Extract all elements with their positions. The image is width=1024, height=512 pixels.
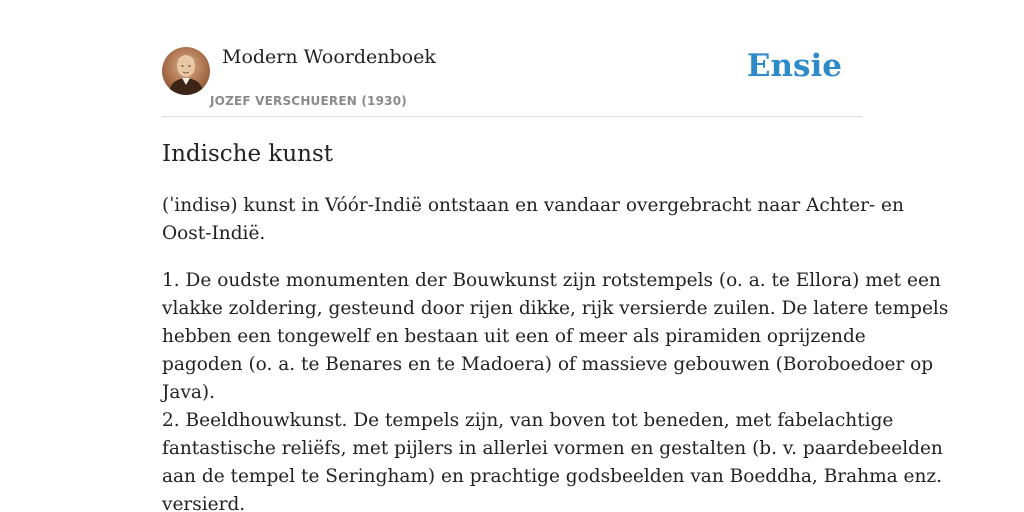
text-line: hebben een tongewelf en bestaan uit een of meer als piramiden oprijzende — [162, 326, 866, 347]
author-portrait-image — [162, 47, 210, 95]
entry-content — [162, 138, 949, 512]
text-line: pagoden (o. a. te Benares en te Madoera) of massieve gebouwen (Boroboedoer op — [162, 354, 934, 375]
text-line: 2. Beeldhouwkunst. De tempels zijn, van boven tot beneden, met fabelachtige — [162, 410, 894, 431]
text-line: fantastische reliëfs, met pijlers in allerlei vormen en gestalten (b. v. paardebeelden — [162, 438, 943, 459]
author-avatar[interactable] — [162, 47, 210, 95]
text-line: (ˈindisə) kunst in Vóór-Indië ontstaan en vandaar overgebracht naar Achter- en — [162, 195, 904, 216]
text-line: 1. De oudste monumenten der Bouwkunst zijn rotstempels (o. a. te Ellora) met een — [162, 270, 941, 291]
text-line: vlakke zoldering, gesteund door rijen dikke, rijk versierde zuilen. De latere tempels — [162, 298, 949, 319]
book-title[interactable]: Modern Woordenboek — [222, 46, 436, 68]
text-line: Java). — [162, 382, 216, 403]
entry-intro — [162, 192, 904, 248]
text-line: Oost-Indië. — [162, 223, 266, 244]
entry-body — [162, 267, 949, 512]
header — [162, 44, 862, 117]
text-line: aan de tempel te Seringham) en prachtige godsbeelden van Boeddha, Brahma enz. — [162, 466, 943, 487]
ensie-logo[interactable]: Ensie — [746, 48, 842, 84]
entry-title: Indische kunst — [162, 141, 334, 167]
text-line: versierd. — [162, 494, 246, 512]
author-name[interactable]: JOZEF VERSCHUEREN (1930) — [210, 94, 407, 108]
